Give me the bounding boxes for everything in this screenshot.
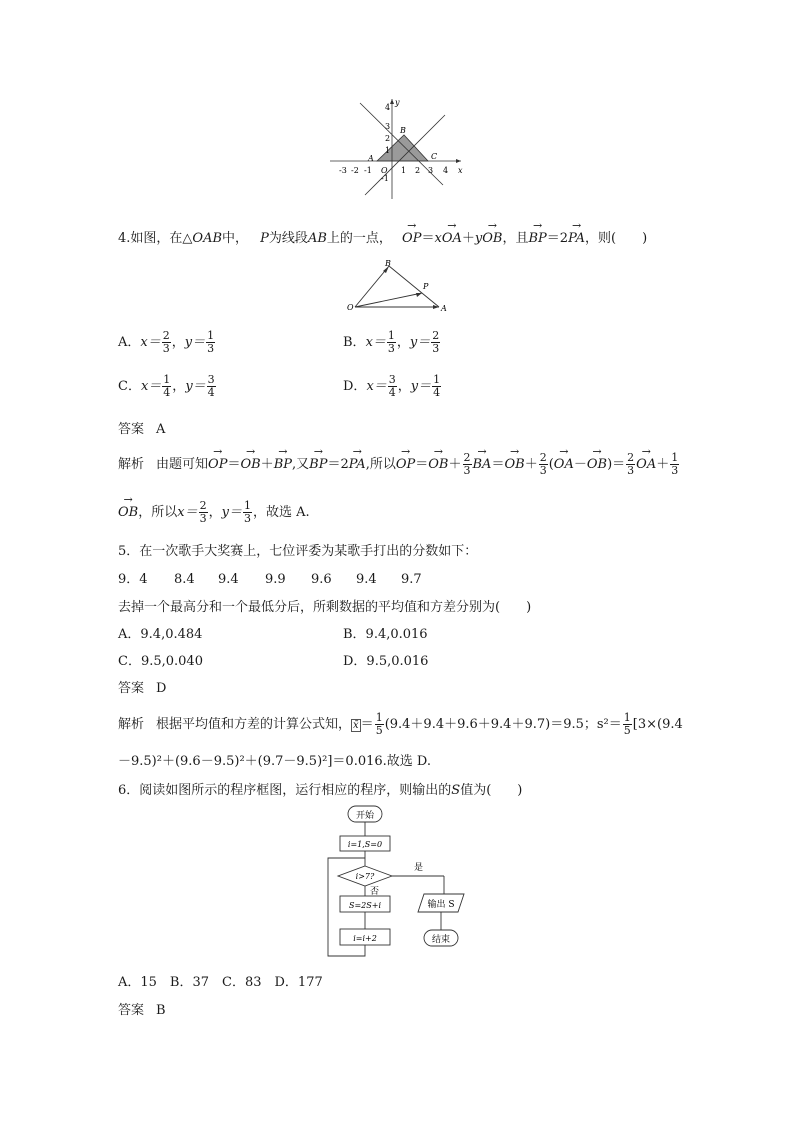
svg-text:是: 是 xyxy=(414,863,424,873)
svg-text:S=2S+i: S=2S+i xyxy=(348,901,382,910)
score: 9．4 xyxy=(118,572,148,587)
y-tick: 3 xyxy=(385,122,391,131)
q4-option-a: A．x＝ $\frac{2}{3}$ ，y＝ $\frac{1}{3}$ xyxy=(118,329,215,355)
q5-option-d: D．9.5,0.016 xyxy=(343,654,429,669)
y-axis-label: y xyxy=(395,98,400,107)
x-tick: 1 xyxy=(401,166,407,175)
y-tick: 2 xyxy=(385,134,391,143)
y-tick: 1 xyxy=(385,146,391,155)
q4-answer: 答案 A xyxy=(118,422,166,437)
q5-scores xyxy=(118,568,422,587)
svg-text:否: 否 xyxy=(370,887,380,897)
x-tick: 3 xyxy=(428,166,434,175)
coordinate-graph xyxy=(325,95,470,203)
score: 9.4 xyxy=(218,572,239,587)
q5-solution-line1: 解析 根据平均值和方差的计算公式知， x̄ ＝ $\frac{1}{5}$ (9.4＋9.4＋9.6＋9.4＋9.7)＝9.5；s²＝ $\frac{1}{5}$ [3×(9.4 xyxy=(118,711,683,737)
y-tick: 4 xyxy=(385,103,391,112)
origin-label: O xyxy=(381,166,388,175)
svg-text:i=1,S=0: i=1,S=0 xyxy=(347,840,383,849)
q6-answer: 答案 B xyxy=(118,1003,166,1018)
q5-answer: 答案 D xyxy=(118,681,167,696)
q5-option-a: A．9.4,0.484 xyxy=(118,627,203,642)
q5-option-c: C．9.5,0.040 xyxy=(118,654,203,669)
x-tick: 2 xyxy=(415,166,421,175)
score: 9.7 xyxy=(401,572,422,587)
point-c-label: C xyxy=(431,152,438,161)
q5-question: 去掉一个最高分和一个最低分后，所剩数据的平均值和方差分别为( ) xyxy=(118,600,532,615)
q4-stem: 4.如图，在△OAB中， P为线段AB上的一点， → OP＝x→ OA＋y→ OB，且→ BP＝2→ PA，则( ) xyxy=(118,227,647,246)
flowchart xyxy=(316,804,476,959)
q5-solution-line2: －9.5)²＋(9.6－9.5)²＋(9.7－9.5)²]＝0.016.故选 D. xyxy=(118,754,432,769)
x-tick: -1 xyxy=(364,166,372,175)
y-tick: -1 xyxy=(381,174,389,183)
q5-option-b: B．9.4,0.016 xyxy=(343,627,428,642)
svg-text:输出 S: 输出 S xyxy=(427,900,455,910)
score: 9.6 xyxy=(311,572,332,587)
x-tick: -2 xyxy=(351,166,359,175)
x-tick: 4 xyxy=(443,166,449,175)
score: 8.4 xyxy=(174,572,195,587)
x-tick: -3 xyxy=(339,166,347,175)
q4-option-b: B．x＝ $\frac{1}{3}$ ，y＝ $\frac{2}{3}$ xyxy=(343,329,440,355)
q4-solution-line2: → OB，所以x＝ $\frac{2}{3}$ ，y＝ $\frac{1}{3}$ ，故选 A. xyxy=(118,500,310,525)
q4-option-d: D．x＝ $\frac{3}{4}$ ，y＝ $\frac{1}{4}$ xyxy=(343,373,441,399)
q5-stem: 5．在一次歌手大奖赛上，七位评委为某歌手打出的分数如下： xyxy=(118,544,478,559)
svg-text:结束: 结束 xyxy=(431,935,451,945)
point-a-label: A xyxy=(368,154,374,163)
svg-text:开始: 开始 xyxy=(355,811,375,821)
label-a: A xyxy=(441,304,447,313)
label-p: P xyxy=(423,282,429,291)
label-o: O xyxy=(347,303,354,312)
score: 9.4 xyxy=(356,572,377,587)
point-b-label: B xyxy=(400,126,406,135)
svg-text:i=i+2: i=i+2 xyxy=(353,934,377,943)
svg-text:i>7?: i>7? xyxy=(355,872,375,881)
triangle-figure xyxy=(345,258,450,314)
label-b: B xyxy=(385,259,391,268)
q4-option-c: C．x＝ $\frac{1}{4}$ ，y＝ $\frac{3}{4}$ xyxy=(118,373,215,399)
q6-stem: 6．阅读如图所示的程序框图，运行相应的程序，则输出的S值为( ) xyxy=(118,783,523,798)
q4-solution-line1: 解析 由题可知→ OP＝→ OB＋→ BP,又→ BP＝2→ PA,所以→ OP＝→ OB＋ $\frac{2}{3}$ → BA＝→ OB＋ $\frac{2}{3}$ (→ OA－→ OB)＝ $\frac{2}{3}$ → OA＋ $\frac{1}{3}$ xyxy=(118,452,680,477)
q6-options: A．15 B．37 C．83 D．177 xyxy=(118,975,323,990)
x-axis-label: x xyxy=(458,166,463,175)
score: 9.9 xyxy=(265,572,286,587)
